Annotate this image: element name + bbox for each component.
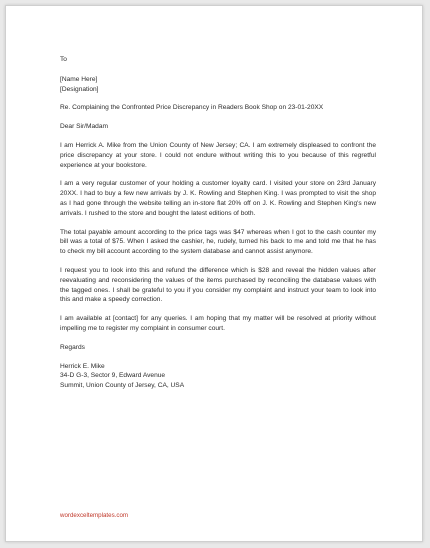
paragraph-discrepancy: The total payable amount according to the price tags was $47 whereas when I got to the cash counter my bill was a total of $75. When I asked the cashier, he, rudely, turned his back to me and told me that he has to check my bill account according to the system database and cannot assist anymore. — [60, 228, 376, 256]
paragraph-contact: I am available at [contact] for any queries. I am hoping that my matter will be resolved at priority without impelling me to register my complaint in consumer court. — [60, 315, 376, 332]
recipient-designation: [Designation] — [60, 85, 99, 93]
document-page — [5, 5, 423, 542]
paragraph-intro: I am Herrick A. Mike from the Union County of New Jersey; CA. I am extremely displeased to confront the price discrepancy at your store. I could not endure without writing this to you because of this regretful experience at your bookstore. — [60, 141, 376, 169]
recipient-name: [Name Here] — [60, 75, 98, 83]
closing: Regards — [60, 343, 85, 351]
sender-name: Herrick E. Mike — [60, 362, 105, 370]
subject-line: Re. Complaining the Confronted Price Discrepancy in Readers Book Shop on 23-01-20XX — [60, 104, 324, 112]
sender-address-line-1: 34-D G-3, Sector 9, Edward Avenue — [60, 372, 166, 380]
letter-body — [60, 55, 376, 391]
sender-address-line-2: Summit, Union County of Jersey, CA, USA — [60, 382, 185, 390]
to-line: To — [60, 56, 67, 63]
paragraph-request: I request you to look into this and refund the difference which is $28 and reveal the hidden values after reevaluating and reconsidering the values of the items purchased by reconciling the database values with the tagged ones. I shall be grateful to you if you consider my complaint and instruct your team to look into this and make a speedy correction. — [60, 266, 376, 304]
footer-site-link[interactable]: wordexceltemplates.com — [60, 512, 129, 519]
paragraph-visit: I am a very regular customer of your holding a customer loyalty card. I visited your store on 23rd January 20XX. I had to buy a few new arrivals by J. K. Rowling and Stephen King. I was prompted to visit the shop as I had gone through the website telling an in-store flat 20% off on J. K. Rowling and Stephen King's new arrivals. I rushed to the store and bought the latest editions of both. — [60, 180, 376, 217]
salutation: Dear Sir/Madam — [60, 123, 109, 131]
